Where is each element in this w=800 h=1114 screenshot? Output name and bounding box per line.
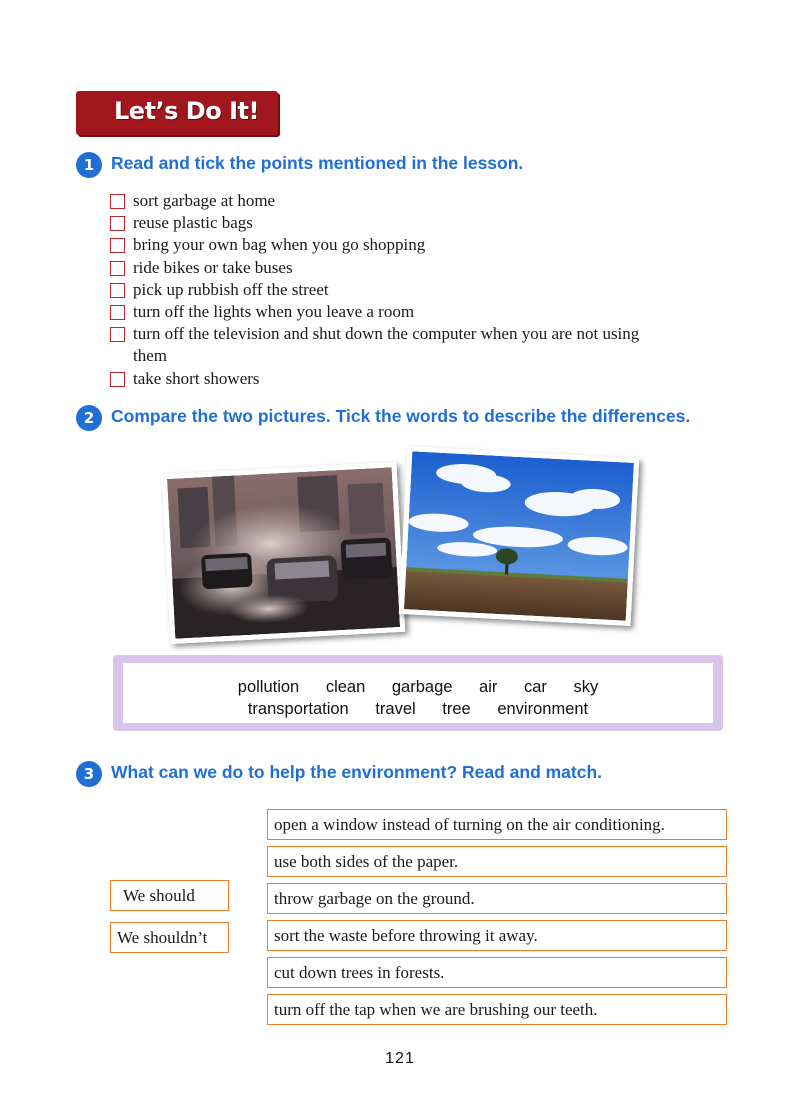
word-option[interactable]: air bbox=[479, 678, 498, 696]
word-option[interactable]: tree bbox=[442, 700, 471, 718]
tick-item-label-continued: them bbox=[133, 346, 167, 366]
section-title: Read and tick the points mentioned in the lesson. bbox=[111, 153, 524, 173]
word-option[interactable]: garbage bbox=[391, 678, 453, 696]
tick-item bbox=[109, 368, 729, 390]
match-right-option[interactable]: use both sides of the paper. bbox=[267, 846, 727, 877]
section-title: What can we do to help the environment? Read and match. bbox=[111, 762, 603, 782]
checkbox[interactable] bbox=[110, 372, 125, 387]
word-row-2 bbox=[123, 700, 713, 719]
section-number-badge: 2 bbox=[76, 405, 102, 431]
section-number-badge: 1 bbox=[76, 152, 102, 178]
word-option[interactable]: travel bbox=[375, 700, 416, 718]
match-left-we-should[interactable]: We should bbox=[110, 880, 229, 911]
word-bank bbox=[113, 655, 723, 731]
word-bank-inner bbox=[123, 663, 713, 723]
tick-item bbox=[109, 212, 729, 234]
section-title: Compare the two pictures. Tick the words to describe the differences. bbox=[111, 406, 691, 426]
polluted-traffic-photo bbox=[162, 462, 406, 644]
checkbox[interactable] bbox=[110, 238, 125, 253]
word-option[interactable]: transportation bbox=[247, 700, 349, 718]
checkbox[interactable] bbox=[110, 327, 125, 342]
tick-item bbox=[109, 279, 729, 301]
match-left-we-shouldnt[interactable]: We shouldn’t bbox=[110, 922, 229, 953]
tick-item bbox=[109, 234, 729, 256]
word-option[interactable]: car bbox=[523, 678, 547, 696]
tick-item-label: pick up rubbish off the street bbox=[133, 279, 329, 299]
banner-title: Let’s Do It! bbox=[114, 97, 259, 125]
word-option[interactable]: clean bbox=[325, 678, 366, 696]
tick-item bbox=[109, 301, 729, 323]
checkbox[interactable] bbox=[110, 194, 125, 209]
section-number-badge: 3 bbox=[76, 761, 102, 787]
tick-item bbox=[109, 323, 729, 367]
tick-item-label: bring your own bag when you go shopping bbox=[133, 235, 426, 255]
tick-item-label: turn off the television and shut down the computer when you are not using bbox=[133, 324, 640, 344]
checkbox[interactable] bbox=[110, 216, 125, 231]
tick-item-label: ride bikes or take buses bbox=[133, 257, 293, 277]
word-option[interactable]: pollution bbox=[237, 678, 300, 696]
tick-list bbox=[109, 190, 729, 390]
clean-sky-photo bbox=[399, 446, 639, 626]
word-option[interactable]: environment bbox=[497, 700, 589, 718]
word-row-1 bbox=[123, 678, 713, 697]
checkbox[interactable] bbox=[110, 283, 125, 298]
match-right-option[interactable]: sort the waste before throwing it away. bbox=[267, 920, 727, 951]
tick-item bbox=[109, 190, 729, 212]
checkbox[interactable] bbox=[110, 261, 125, 276]
tick-item-label: turn off the lights when you leave a room bbox=[133, 302, 415, 322]
match-right-option[interactable]: open a window instead of turning on the air conditioning. bbox=[267, 809, 727, 840]
word-option[interactable]: sky bbox=[573, 678, 599, 696]
tick-item-label: sort garbage at home bbox=[133, 191, 276, 210]
match-right-option[interactable]: cut down trees in forests. bbox=[267, 957, 727, 988]
match-right-option[interactable]: throw garbage on the ground. bbox=[267, 883, 727, 914]
tick-item-label: reuse plastic bags bbox=[133, 213, 253, 233]
page-number: 121 bbox=[385, 1050, 415, 1067]
lets-do-it-banner bbox=[76, 91, 278, 135]
match-right-option[interactable]: turn off the tap when we are brushing our teeth. bbox=[267, 994, 727, 1025]
tick-item bbox=[109, 257, 729, 279]
checkbox[interactable] bbox=[110, 305, 125, 320]
tick-item-label: take short showers bbox=[133, 368, 260, 388]
